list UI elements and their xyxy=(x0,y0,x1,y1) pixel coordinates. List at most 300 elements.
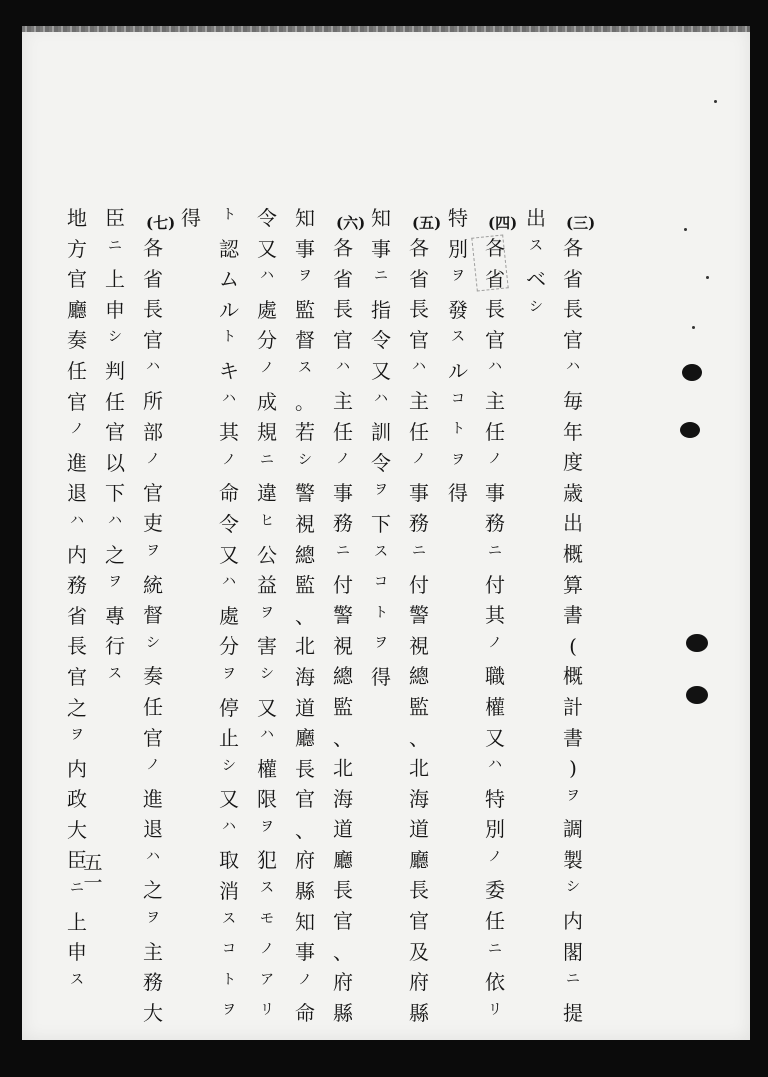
glyph: 專 xyxy=(105,603,125,628)
glyph: 提 xyxy=(563,1000,583,1025)
text-column xyxy=(332,238,354,1033)
glyph: 令 xyxy=(371,450,391,475)
glyph: 知 xyxy=(295,206,315,230)
glyph: ト xyxy=(222,971,236,988)
glyph: シ xyxy=(146,634,160,651)
glyph: ヲ xyxy=(260,818,274,835)
glyph: ニ xyxy=(260,451,274,468)
glyph: コ xyxy=(451,390,465,407)
glyph: 製 xyxy=(563,847,583,872)
glyph: ノ xyxy=(70,421,84,438)
glyph: 得 xyxy=(448,481,468,506)
glyph: 算 xyxy=(563,572,583,597)
glyph: ス xyxy=(374,543,388,560)
glyph: ニ xyxy=(108,237,122,254)
glyph: 道 xyxy=(333,817,353,842)
glyph: 務 xyxy=(143,970,163,995)
glyph: 縣 xyxy=(409,1000,429,1025)
text-column xyxy=(562,238,584,1033)
text-column xyxy=(294,208,316,1034)
glyph: シ xyxy=(566,879,580,896)
ink-blot xyxy=(686,634,708,652)
speck xyxy=(692,326,695,329)
glyph: 書 xyxy=(563,725,583,750)
glyph: ノ xyxy=(146,757,160,774)
glyph: ヲ xyxy=(222,1002,236,1019)
text-column xyxy=(408,238,430,1033)
glyph: 犯 xyxy=(257,848,277,873)
glyph: 停 xyxy=(219,695,239,720)
text-column xyxy=(447,208,469,514)
glyph: 害 xyxy=(257,634,277,659)
glyph: 申 xyxy=(105,297,125,322)
glyph: ヲ xyxy=(451,268,465,285)
glyph: 海 xyxy=(295,664,315,689)
glyph: ハ xyxy=(108,512,122,529)
glyph: 規 xyxy=(257,420,277,445)
glyph: 命 xyxy=(219,481,239,506)
glyph: コ xyxy=(374,574,388,591)
ink-blot xyxy=(686,686,708,704)
glyph: ハ xyxy=(70,512,84,529)
glyph: ニ xyxy=(336,542,350,559)
glyph: 及 xyxy=(409,939,429,964)
glyph: ハ xyxy=(260,727,274,744)
glyph: 退 xyxy=(143,817,163,842)
glyph: 之 xyxy=(105,542,125,567)
glyph: ハ xyxy=(260,268,274,285)
glyph: 視 xyxy=(333,633,353,658)
glyph: ト xyxy=(451,421,465,438)
glyph: シ xyxy=(298,451,312,468)
glyph: ハ xyxy=(488,757,502,774)
glyph: 書 xyxy=(563,603,583,628)
glyph: 事 xyxy=(295,236,315,261)
glyph: 官 xyxy=(105,420,125,445)
glyph: ア xyxy=(260,971,274,988)
glyph: 事 xyxy=(333,480,353,505)
glyph: ル xyxy=(219,297,239,322)
text-column xyxy=(142,238,164,1033)
glyph: 毎 xyxy=(563,388,583,413)
glyph: ハ xyxy=(374,390,388,407)
glyph: 總 xyxy=(295,542,315,567)
glyph: 上 xyxy=(105,267,125,292)
glyph: 長 xyxy=(563,297,583,322)
glyph: 限 xyxy=(257,787,277,812)
glyph: ハ xyxy=(488,359,502,376)
glyph: 事 xyxy=(485,480,505,505)
glyph: 各 xyxy=(563,236,583,260)
glyph: 歳 xyxy=(563,480,583,505)
glyph: 長 xyxy=(333,878,353,903)
document-page xyxy=(22,26,750,1040)
glyph: 縣 xyxy=(333,1000,353,1025)
glyph: 道 xyxy=(409,817,429,842)
glyph: 内 xyxy=(563,909,583,934)
glyph: 處 xyxy=(219,603,239,628)
glyph: 進 xyxy=(67,450,87,475)
glyph: 臣 xyxy=(105,206,125,230)
glyph: ヲ xyxy=(451,451,465,468)
glyph: 總 xyxy=(409,664,429,689)
glyph: モ xyxy=(260,910,274,927)
glyph: 各 xyxy=(409,236,429,260)
glyph: 長 xyxy=(295,756,315,781)
glyph: 各 xyxy=(333,236,353,260)
glyph: コ xyxy=(222,941,236,958)
glyph: 權 xyxy=(485,694,505,719)
text-column xyxy=(180,208,202,239)
glyph: 、 xyxy=(333,725,353,750)
glyph: 警 xyxy=(409,603,429,628)
glyph: 官 xyxy=(67,664,87,689)
glyph: 概 xyxy=(563,664,583,689)
glyph: 令 xyxy=(219,511,239,536)
glyph: ニ xyxy=(70,880,84,897)
glyph: 發 xyxy=(448,297,468,322)
glyph: 北 xyxy=(409,756,429,781)
glyph: 付 xyxy=(333,572,353,597)
glyph: ス xyxy=(70,971,84,988)
glyph: 奏 xyxy=(143,664,163,689)
glyph: ト xyxy=(222,329,236,346)
glyph: 閣 xyxy=(563,939,583,964)
glyph: ス xyxy=(108,665,122,682)
glyph: 督 xyxy=(143,603,163,628)
glyph: 務 xyxy=(485,511,505,536)
glyph: ル xyxy=(448,358,468,383)
glyph: 府 xyxy=(409,970,429,995)
glyph: 内 xyxy=(67,542,87,567)
glyph: 別 xyxy=(485,817,505,842)
glyph: シ xyxy=(222,757,236,774)
glyph: ノ xyxy=(412,451,426,468)
page-number: 五一 xyxy=(83,852,103,894)
glyph: キ xyxy=(219,358,239,383)
glyph: 主 xyxy=(333,388,353,413)
glyph: 以 xyxy=(105,450,125,475)
glyph: ヲ xyxy=(146,910,160,927)
glyph: 府 xyxy=(295,848,315,873)
glyph: ノ xyxy=(336,451,350,468)
glyph: 其 xyxy=(219,420,239,445)
glyph: ノ xyxy=(146,451,160,468)
glyph: 務 xyxy=(409,511,429,536)
glyph: 任 xyxy=(409,419,429,444)
glyph: 又 xyxy=(257,236,277,261)
glyph: ニ xyxy=(488,542,502,559)
glyph: 部 xyxy=(143,419,163,444)
glyph: 省 xyxy=(485,266,505,291)
glyph: 下 xyxy=(105,481,125,506)
glyph: ヲ xyxy=(374,482,388,499)
glyph: 權 xyxy=(257,756,277,781)
glyph: 省 xyxy=(333,266,353,291)
glyph: 所 xyxy=(143,388,163,413)
glyph: 特 xyxy=(485,786,505,811)
glyph: 分 xyxy=(257,328,277,353)
glyph: 又 xyxy=(219,542,239,567)
glyph: 府 xyxy=(333,970,353,995)
glyph: 監 xyxy=(295,573,315,598)
glyph: ス xyxy=(298,359,312,376)
glyph: 省 xyxy=(563,266,583,291)
glyph: ハ xyxy=(146,359,160,376)
glyph: 令 xyxy=(371,328,391,353)
glyph: ニ xyxy=(566,971,580,988)
glyph: リ xyxy=(488,1001,502,1018)
glyph: 海 xyxy=(409,786,429,811)
glyph: 上 xyxy=(67,909,87,934)
text-column xyxy=(484,238,506,1033)
text-column xyxy=(104,208,126,698)
glyph: 吏 xyxy=(143,511,163,536)
glyph: 出 xyxy=(526,206,546,230)
glyph: 年 xyxy=(563,419,583,444)
glyph: 長 xyxy=(143,297,163,322)
speck xyxy=(714,100,717,103)
glyph: 其 xyxy=(485,603,505,628)
glyph: 任 xyxy=(67,358,87,383)
glyph: 地 xyxy=(67,206,87,230)
glyph: 消 xyxy=(219,879,239,904)
glyph: 官 xyxy=(409,327,429,352)
ink-blot xyxy=(680,422,700,438)
glyph: 若 xyxy=(295,420,315,445)
glyph: ム xyxy=(219,267,239,292)
glyph: 得 xyxy=(371,664,391,689)
glyph: 益 xyxy=(257,573,277,598)
glyph: 成 xyxy=(257,389,277,414)
glyph: 特 xyxy=(448,206,468,230)
glyph: 視 xyxy=(295,511,315,536)
handwritten-seal xyxy=(471,234,508,291)
glyph: ノ xyxy=(488,848,502,865)
glyph: ノ xyxy=(260,941,274,958)
glyph: 認 xyxy=(219,236,239,261)
glyph: 概 xyxy=(563,541,583,566)
glyph: ノ xyxy=(260,359,274,376)
glyph: 官 xyxy=(409,909,429,934)
glyph: 主 xyxy=(485,388,505,413)
glyph: 之 xyxy=(143,878,163,903)
glyph: 命 xyxy=(295,1001,315,1026)
glyph: 又 xyxy=(257,695,277,720)
glyph: ト xyxy=(222,207,236,223)
glyph: 務 xyxy=(67,573,87,598)
glyph: ベ xyxy=(526,267,546,292)
glyph: 廳 xyxy=(67,297,87,322)
glyph: ス xyxy=(529,237,543,254)
page-top-edge xyxy=(22,26,750,32)
glyph: ) xyxy=(569,756,577,781)
glyph: 監 xyxy=(295,297,315,322)
glyph: ノ xyxy=(298,971,312,988)
text-column xyxy=(525,208,547,330)
glyph: 申 xyxy=(67,940,87,965)
glyph: 處 xyxy=(257,297,277,322)
glyph: ニ xyxy=(412,542,426,559)
glyph: 長 xyxy=(333,297,353,322)
glyph: 又 xyxy=(219,787,239,812)
glyph: ス xyxy=(451,329,465,346)
glyph: 指 xyxy=(371,297,391,322)
glyph: 任 xyxy=(105,389,125,414)
text-column xyxy=(256,208,278,1034)
glyph: 奏 xyxy=(67,328,87,353)
glyph: 縣 xyxy=(295,879,315,904)
glyph: 、 xyxy=(295,817,315,842)
glyph: 警 xyxy=(295,481,315,506)
glyph: ヲ xyxy=(374,635,388,652)
glyph: 知 xyxy=(295,909,315,934)
glyph: 省 xyxy=(67,603,87,628)
glyph: 出 xyxy=(563,511,583,536)
section-mark-4: (四) xyxy=(488,214,518,232)
glyph: 任 xyxy=(485,909,505,934)
speck xyxy=(684,228,687,231)
glyph: 官 xyxy=(333,327,353,352)
glyph: 知 xyxy=(371,206,391,230)
glyph: 委 xyxy=(485,878,505,903)
glyph: 大 xyxy=(143,1000,163,1025)
glyph: 職 xyxy=(485,664,505,689)
glyph: 省 xyxy=(409,266,429,291)
glyph: 退 xyxy=(67,481,87,506)
glyph: 官 xyxy=(67,389,87,414)
glyph: 官 xyxy=(143,725,163,750)
glyph: 違 xyxy=(257,481,277,506)
glyph: 計 xyxy=(563,694,583,719)
glyph: 事 xyxy=(409,480,429,505)
glyph: シ xyxy=(108,329,122,346)
glyph: 又 xyxy=(485,725,505,750)
glyph: ヲ xyxy=(146,542,160,559)
glyph: ヲ xyxy=(70,727,84,744)
section-mark-5: (五) xyxy=(412,214,442,232)
glyph: 廳 xyxy=(409,847,429,872)
glyph: 臣 xyxy=(67,848,87,873)
glyph: ス xyxy=(260,880,274,897)
glyph: 任 xyxy=(485,419,505,444)
glyph: ハ xyxy=(336,359,350,376)
glyph: ハ xyxy=(222,390,236,407)
glyph: 北 xyxy=(295,634,315,659)
glyph: 別 xyxy=(448,236,468,261)
glyph: リ xyxy=(260,1002,274,1019)
glyph: 主 xyxy=(409,388,429,413)
glyph: 警 xyxy=(333,603,353,628)
text-column xyxy=(218,208,240,1034)
glyph: 官 xyxy=(143,480,163,505)
glyph: ハ xyxy=(412,359,426,376)
glyph: ヲ xyxy=(108,574,122,591)
glyph: ニ xyxy=(374,268,388,285)
glyph: 統 xyxy=(143,572,163,597)
glyph: 大 xyxy=(67,817,87,842)
glyph: ノ xyxy=(222,451,236,468)
glyph: 令 xyxy=(257,206,277,230)
glyph: ヲ xyxy=(260,604,274,621)
glyph: 、 xyxy=(409,725,429,750)
glyph: 廳 xyxy=(295,726,315,751)
glyph: ヲ xyxy=(222,665,236,682)
glyph: 訓 xyxy=(371,420,391,445)
glyph: ヒ xyxy=(260,512,274,529)
glyph: ヲ xyxy=(298,268,312,285)
glyph: 務 xyxy=(333,511,353,536)
glyph: 付 xyxy=(409,572,429,597)
glyph: ノ xyxy=(488,451,502,468)
section-mark-3: (三) xyxy=(566,214,596,232)
glyph: 事 xyxy=(371,236,391,261)
glyph: 長 xyxy=(67,634,87,659)
glyph: 監 xyxy=(409,694,429,719)
glyph: 事 xyxy=(295,940,315,965)
glyph: ( xyxy=(569,633,577,658)
glyph: 下 xyxy=(371,511,391,536)
glyph: ス xyxy=(222,910,236,927)
glyph: 官 xyxy=(563,327,583,352)
glyph: 分 xyxy=(219,634,239,659)
glyph: 官 xyxy=(67,267,87,292)
glyph: 視 xyxy=(409,633,429,658)
glyph: 、 xyxy=(333,939,353,964)
glyph: ハ xyxy=(146,848,160,865)
glyph: 各 xyxy=(143,236,163,260)
glyph: 總 xyxy=(333,664,353,689)
glyph: 方 xyxy=(67,236,87,261)
glyph: 官 xyxy=(333,909,353,934)
glyph: 各 xyxy=(485,236,505,260)
section-mark-6: (六) xyxy=(336,214,366,232)
speck xyxy=(706,276,709,279)
glyph: 行 xyxy=(105,634,125,659)
glyph: 任 xyxy=(333,419,353,444)
glyph: 長 xyxy=(409,297,429,322)
glyph: 得 xyxy=(181,206,201,230)
glyph: ノ xyxy=(488,634,502,651)
glyph: 主 xyxy=(143,939,163,964)
glyph: ハ xyxy=(566,359,580,376)
glyph: 道 xyxy=(295,695,315,720)
section-mark-7: (七) xyxy=(146,214,176,232)
glyph: 内 xyxy=(67,756,87,781)
glyph: 省 xyxy=(143,266,163,291)
glyph: シ xyxy=(260,665,274,682)
glyph: ハ xyxy=(222,574,236,591)
text-column xyxy=(370,208,392,698)
glyph: 督 xyxy=(295,328,315,353)
glyph: 之 xyxy=(67,695,87,720)
glyph: ヲ xyxy=(566,787,580,804)
glyph: シ xyxy=(529,298,543,315)
ink-blot xyxy=(682,364,702,381)
glyph: 度 xyxy=(563,450,583,475)
glyph: ト xyxy=(374,604,388,621)
glyph: 官 xyxy=(485,327,505,352)
glyph: 北 xyxy=(333,756,353,781)
glyph: 公 xyxy=(257,542,277,567)
glyph: 又 xyxy=(371,358,391,383)
glyph: 取 xyxy=(219,848,239,873)
glyph: ハ xyxy=(222,818,236,835)
glyph: 海 xyxy=(333,786,353,811)
glyph: 付 xyxy=(485,572,505,597)
glyph: 長 xyxy=(409,878,429,903)
glyph: 判 xyxy=(105,358,125,383)
